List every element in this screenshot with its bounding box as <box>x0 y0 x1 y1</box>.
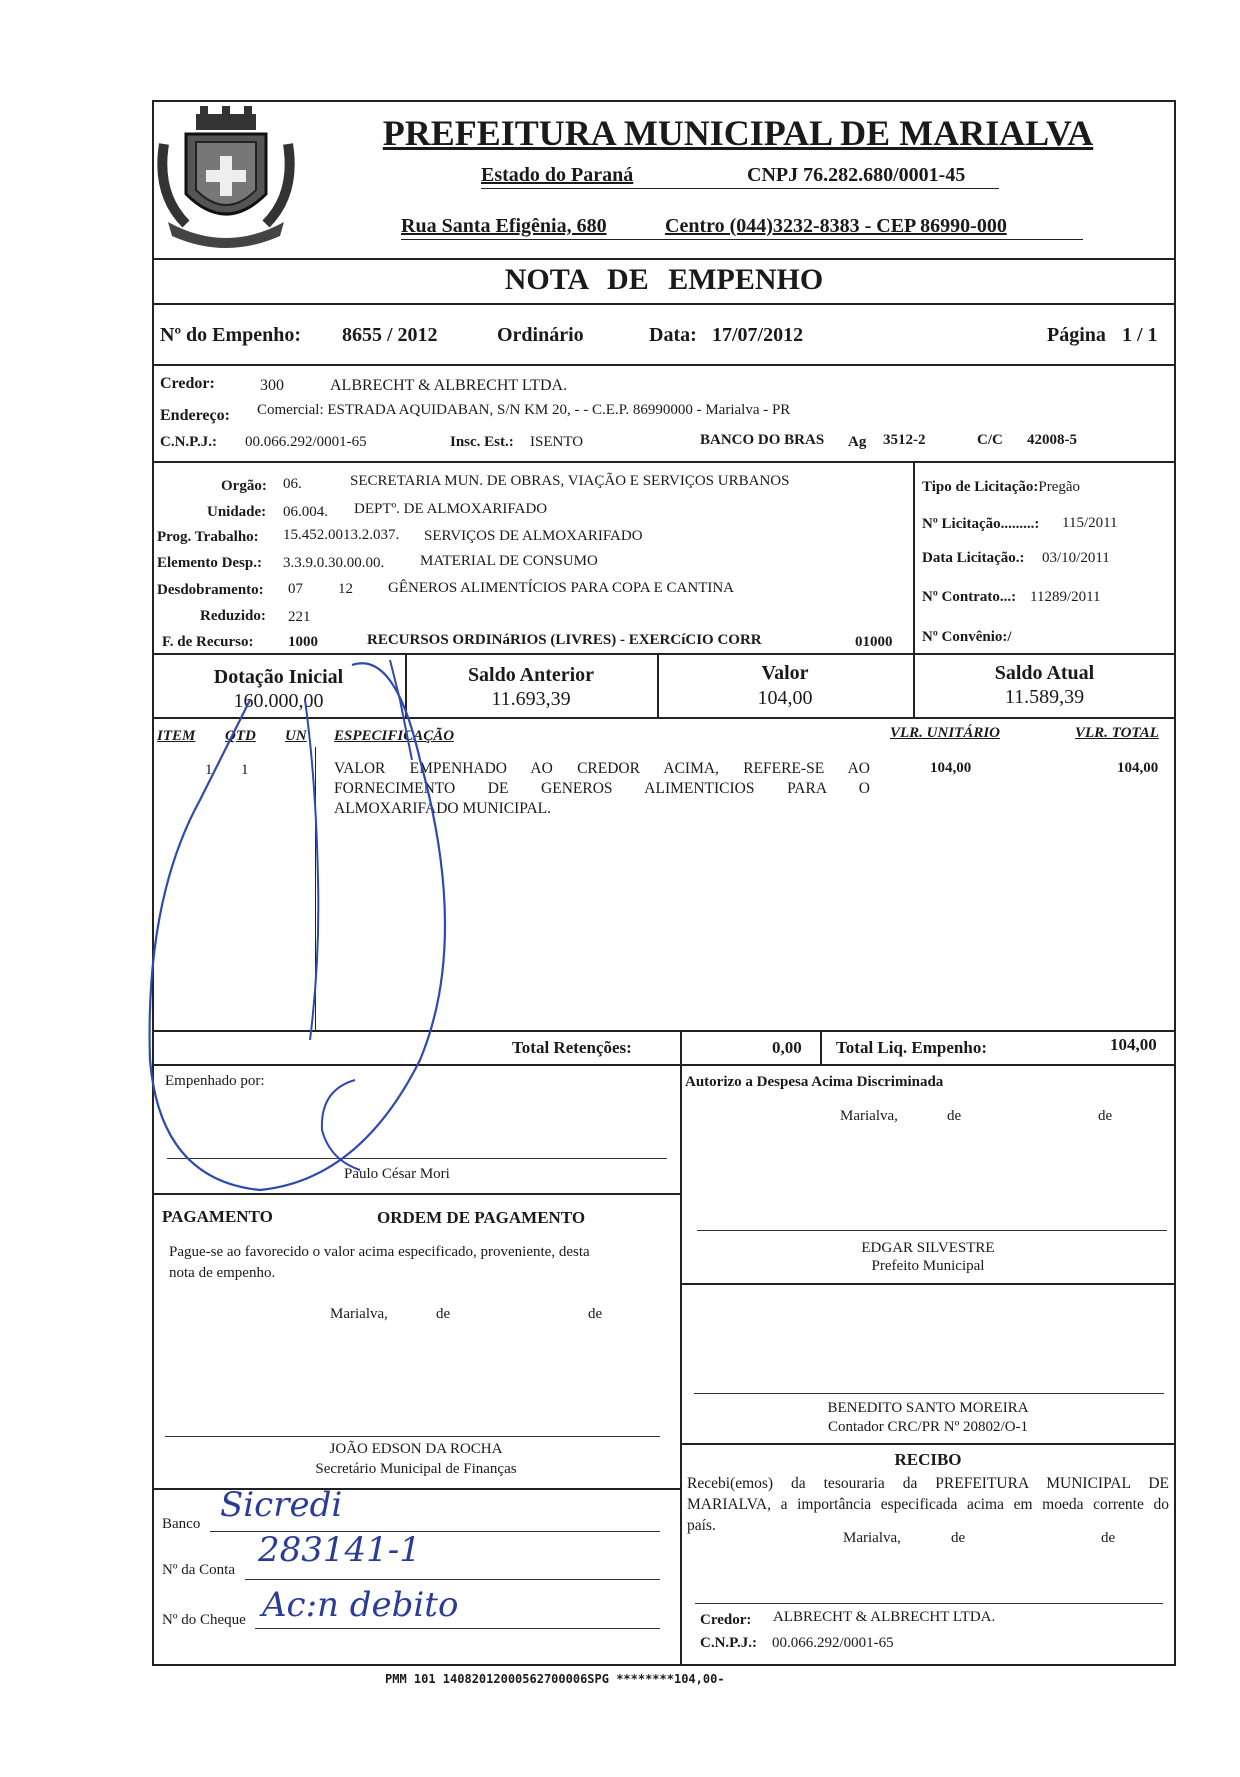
pagamento-label: PAGAMENTO <box>162 1207 273 1226</box>
elemento-desc: MATERIAL DE CONSUMO <box>420 553 598 569</box>
insc-label: Insc. Est.: <box>450 434 514 450</box>
empenho-number: 8655 / 2012 <box>342 324 438 346</box>
recibo-de2: de <box>1101 1530 1116 1546</box>
credor-label: Credor: <box>160 375 215 392</box>
licitacao-type: Pregão <box>1038 479 1081 495</box>
pagamento-place: Marialva, <box>330 1306 388 1322</box>
empenho-date-label: Data: <box>649 324 697 346</box>
recibo-label: RECIBO <box>894 1450 962 1469</box>
item-number: 1 <box>205 762 213 778</box>
credor-cnpj-label: C.N.P.J.: <box>160 434 217 450</box>
endereco-value: Comercial: ESTRADA AQUIDABAN, S/N KM 20, - - C.E.P. 86990000 - Marialva - PR <box>257 402 791 418</box>
footer-barcode-text: PMM 101 14082012000562700006SPG ********104,00- <box>385 1672 725 1686</box>
pagamento-de1: de <box>436 1306 451 1322</box>
reduzido-label: Reduzido: <box>200 608 266 624</box>
total-liq-label: Total Liq. Empenho: <box>836 1038 987 1057</box>
prefeito-role: Prefeito Municipal <box>871 1258 985 1274</box>
fonte-desc: RECURSOS ORDINáRIOS (LIVRES) - EXERCíCIO CORR <box>367 632 762 648</box>
agency-value: 3512-2 <box>883 432 926 448</box>
orgao-label: Orgão: <box>221 478 267 494</box>
licitacao-num: 115/2011 <box>1062 515 1118 531</box>
item-desc-line3: ALMOXARIFADO MUNICIPAL. <box>334 800 552 817</box>
fonte-code2: 01000 <box>855 634 893 650</box>
convenio-label: Nº Convênio:/ <box>922 629 1012 645</box>
cheque-label: Nº do Cheque <box>162 1612 246 1628</box>
unidade-label: Unidade: <box>207 504 267 520</box>
desdobramento-label: Desdobramento: <box>157 582 264 598</box>
empenhado-label: Empenhado por: <box>165 1073 265 1089</box>
recibo-de1: de <box>951 1530 966 1546</box>
recibo-cnpj-label: C.N.P.J.: <box>700 1635 757 1651</box>
credor-name: ALBRECHT & ALBRECHT LTDA. <box>330 377 568 394</box>
orgao-code: 06. <box>283 476 302 492</box>
empenhado-name: Paulo César Mori <box>344 1166 450 1182</box>
licitacao-date-label: Data Licitação.: <box>922 550 1025 566</box>
credor-code: 300 <box>260 377 284 394</box>
page-number: 1 / 1 <box>1122 324 1158 346</box>
contador-role: Contador CRC/PR Nº 20802/O-1 <box>827 1419 1029 1435</box>
contrato-label: Nº Contrato...: <box>922 589 1017 605</box>
prog-label: Prog. Trabalho: <box>157 529 259 545</box>
col-un: UN <box>285 728 307 744</box>
licitacao-date: 03/10/2011 <box>1042 550 1110 566</box>
saldo-atual-value: 11.589,39 <box>1004 686 1085 708</box>
desdobramento-code2: 12 <box>338 581 353 597</box>
insc-value: ISENTO <box>530 434 584 450</box>
item-vlr-total: 104,00 <box>1117 760 1159 776</box>
conta-label: Nº da Conta <box>162 1562 235 1578</box>
item-qtd: 1 <box>241 762 249 778</box>
autorizo-de1: de <box>947 1108 962 1124</box>
valor-value: 104,00 <box>757 687 813 709</box>
pagamento-text1: Pague-se ao favorecido o valor acima especificado, proveniente, desta <box>169 1244 590 1260</box>
pagamento-text2: nota de empenho. <box>169 1265 276 1281</box>
cc-label: C/C <box>977 432 1003 448</box>
cheque-handwritten: Ac:n debito <box>262 1585 459 1625</box>
col-vlr-unit: VLR. UNITÁRIO <box>890 725 1001 741</box>
total-retencoes-label: Total Retenções: <box>512 1038 632 1057</box>
col-qtd: QTD <box>225 728 256 744</box>
total-liq-value: 104,00 <box>1110 1035 1157 1054</box>
conta-handwritten: 283141-1 <box>258 1530 421 1570</box>
saldo-anterior-value: 11.693,39 <box>491 688 571 710</box>
item-desc-line1: VALOR EMPENHADO AO CREDOR ACIMA, REFERE-SE AO <box>334 760 870 777</box>
prefeito-name: EDGAR SILVESTRE <box>861 1240 995 1256</box>
empenho-date: 17/07/2012 <box>712 324 804 346</box>
doc-title: NOTA DE EMPENHO <box>504 263 824 296</box>
empenho-type: Ordinário <box>497 324 584 346</box>
empenho-number-label: Nº do Empenho: <box>160 324 302 346</box>
col-vlr-total: VLR. TOTAL <box>1075 725 1159 741</box>
desdobramento-desc: GÊNEROS ALIMENTÍCIOS PARA COPA E CANTINA <box>388 580 735 596</box>
page-label: Página <box>1047 324 1106 346</box>
dotacao-inicial-value: 160.000,00 <box>233 690 324 712</box>
unidade-desc: DEPTº. DE ALMOXARIFADO <box>354 501 548 517</box>
elemento-label: Elemento Desp.: <box>157 555 262 571</box>
col-item: ITEM <box>157 728 196 744</box>
licitacao-type-label-text: Tipo de Licitação: <box>922 479 1039 495</box>
desdobramento-code1: 07 <box>288 581 303 597</box>
agency-label: Ag <box>848 434 867 450</box>
fonte-label: F. de Recurso: <box>162 634 254 650</box>
autorizo-de2: de <box>1098 1108 1113 1124</box>
header-state: Estado do Paraná <box>481 164 634 186</box>
fonte-code: 1000 <box>288 634 318 650</box>
dotacao-inicial-label: Dotação Inicial <box>213 666 344 688</box>
col-espec: ESPECIFICAÇÃO <box>334 728 455 744</box>
saldo-anterior-label: Saldo Anterior <box>467 664 595 686</box>
prog-desc: SERVIÇOS DE ALMOXARIFADO <box>424 528 643 544</box>
recibo-text1: Recebi(emos) da tesouraria da PREFEITURA MUNICIPAL DE <box>687 1475 1169 1492</box>
cc-value: 42008-5 <box>1027 432 1077 448</box>
recibo-credor: ALBRECHT & ALBRECHT LTDA. <box>773 1609 996 1625</box>
unidade-code: 06.004. <box>283 504 328 520</box>
item-vlr-unit: 104,00 <box>930 760 972 776</box>
contrato-value: 11289/2011 <box>1030 589 1101 605</box>
pagamento-de2: de <box>588 1306 603 1322</box>
banco-label: Banco <box>162 1516 201 1532</box>
endereco-label: Endereço: <box>160 407 230 424</box>
autorizo-label: Autorizo a Despesa Acima Discriminada <box>685 1074 944 1090</box>
prog-code: 15.452.0013.2.037. <box>283 527 400 543</box>
recibo-cnpj: 00.066.292/0001-65 <box>772 1635 894 1651</box>
header-address: Rua Santa Efigênia, 680 <box>401 215 607 237</box>
banco-handwritten: Sicredi <box>220 1485 343 1525</box>
reduzido-value: 221 <box>288 609 311 625</box>
contador-name: BENEDITO SANTO MOREIRA <box>827 1400 1029 1416</box>
licitacao-num-label: Nº Licitação.........: <box>922 516 1040 532</box>
secretario-role: Secretário Municipal de Finanças <box>315 1461 517 1477</box>
elemento-code: 3.3.9.0.30.00.00. <box>283 555 385 571</box>
ordem-pagamento-label: ORDEM DE PAGAMENTO <box>377 1208 586 1227</box>
recibo-text3: país. <box>687 1517 716 1534</box>
item-desc-line2: FORNECIMENTO DE GENEROS ALIMENTICIOS PARA O <box>334 780 870 797</box>
header-contact: Centro (044)3232-8383 - CEP 86990-000 <box>665 215 1007 237</box>
orgao-desc: SECRETARIA MUN. DE OBRAS, VIAÇÃO E SERVIÇOS URBANOS <box>350 473 790 489</box>
header-title: PREFEITURA MUNICIPAL DE MARIALVA <box>382 113 1094 153</box>
recibo-text2: MARIALVA, a importância especificada acima em moeda corrente do <box>687 1496 1169 1513</box>
bank-label: BANCO DO BRAS <box>700 432 825 448</box>
recibo-place: Marialva, <box>843 1530 901 1546</box>
total-retencoes-value: 0,00 <box>772 1038 802 1057</box>
valor-label: Valor <box>761 662 809 684</box>
autorizo-place: Marialva, <box>840 1108 898 1124</box>
secretario-name: JOÃO EDSON DA ROCHA <box>329 1441 503 1457</box>
recibo-credor-label: Credor: <box>700 1612 752 1628</box>
header-cnpj: CNPJ 76.282.680/0001-45 <box>747 164 966 186</box>
credor-cnpj: 00.066.292/0001-65 <box>245 434 367 450</box>
saldo-atual-label: Saldo Atual <box>994 662 1095 684</box>
